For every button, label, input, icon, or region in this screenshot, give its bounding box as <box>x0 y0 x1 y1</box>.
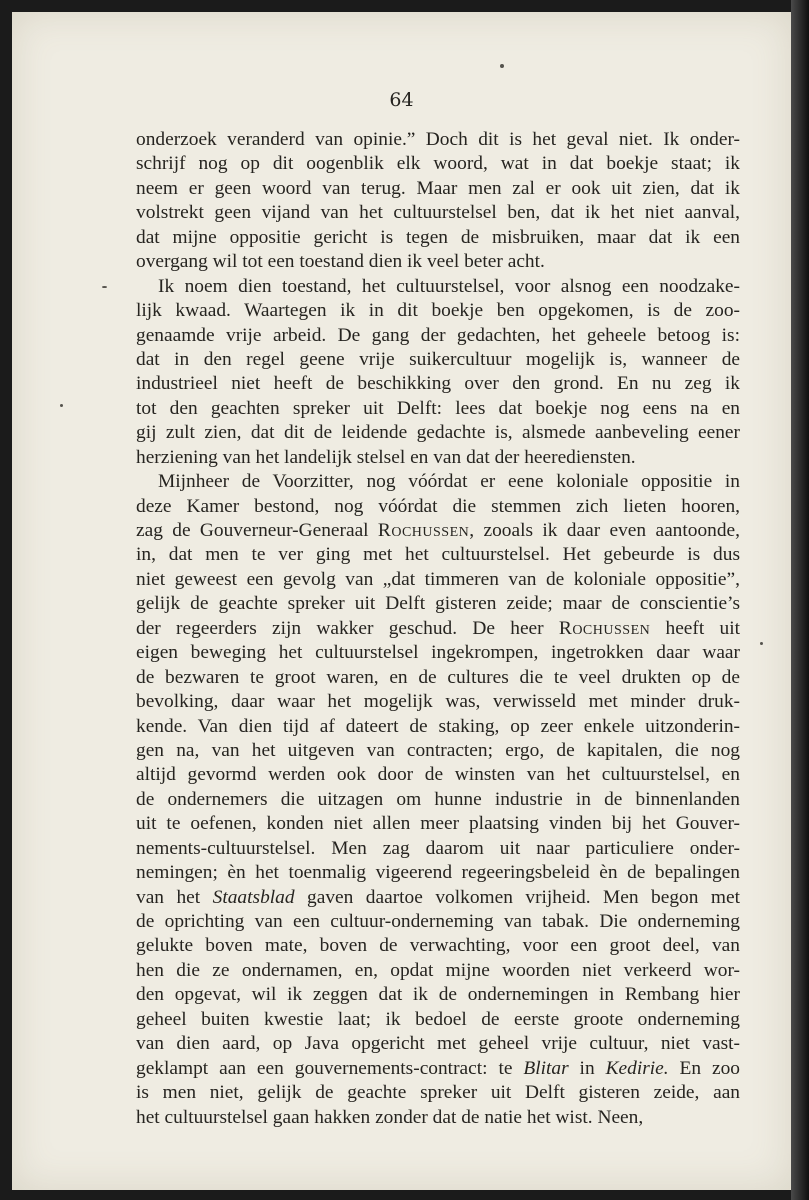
text-run: , zooals ik daar even aantoonde, <box>469 520 740 541</box>
text-run: tot den geachten spreker uit Delft: lees dat boekje nog eens na en <box>136 397 740 419</box>
text-run: de ondernemers die uitzagen om hunne industrie in de binnenlanden <box>136 788 740 810</box>
text-run: gen na, van het uitgeven van contracten; ergo, de kapitalen, die nog <box>136 739 740 761</box>
text-line <box>136 690 740 714</box>
text-run: bevolking, daar waar het mogelijk was, verwisseld met minder druk- <box>136 691 740 713</box>
text-line <box>136 421 740 445</box>
italic-term: Blitar <box>523 1057 569 1079</box>
text-run: neem er geen woord van terug. Maar men zal er ook uit zien, dat ik <box>136 177 740 199</box>
text-line <box>136 763 740 787</box>
text-line <box>136 397 740 421</box>
text-run: Mijnheer de Voorzitter, nog vóórdat er eene koloniale oppositie in <box>158 471 740 493</box>
text-line <box>136 788 740 812</box>
text-line <box>136 446 740 470</box>
text-run: genaamde vrije arbeid. De gang der gedachten, het geheele betoog is: <box>136 324 740 346</box>
text-line <box>136 226 740 250</box>
text-run: de bezwaren te groot waren, en de cultures die te veel drukten op de <box>136 666 740 688</box>
text-line <box>136 812 740 836</box>
italic-term: Kedirie. <box>605 1057 669 1079</box>
text-line <box>136 1081 740 1105</box>
text-run: volstrekt geen vijand van het cultuurstelsel ben, dat ik het niet aanval, <box>136 202 740 224</box>
text-run: onderzoek veranderd van opinie.” Doch dit is het geval niet. Ik onder- <box>136 129 740 150</box>
text-line <box>136 861 740 885</box>
text-line <box>136 250 740 274</box>
text-line <box>136 641 740 665</box>
text-run: nemingen; èn het toenmalig vigeerend regeeringsbeleid èn de bepalingen <box>136 862 740 884</box>
text-run: gaven daartoe volkomen vrijheid. Men begon met <box>294 886 740 908</box>
text-run: uit te oefenen, konden niet allen meer plaatsing vinden bij het Gouver- <box>136 813 740 835</box>
text-run: schrijf nog op dit oogenblik elk woord, wat in dat boekje staat; ik <box>136 153 740 175</box>
text-run: En zoo <box>668 1057 740 1079</box>
text-run: de oprichting van een cultuur-onderneming van tabak. Die onderneming <box>136 911 740 932</box>
text-line <box>136 128 740 152</box>
text-run: herziening van het landelijk stelsel en van dat der heerediensten. <box>136 446 636 468</box>
text-line <box>136 348 740 372</box>
page-number: 64 <box>389 89 414 111</box>
text-line <box>136 983 740 1007</box>
text-run: gelijk de geachte spreker uit Delft gisteren zeide; maar de conscientie’s <box>136 593 740 615</box>
name-smallcaps: Rochussen <box>558 617 651 639</box>
text-run: hen die ze ondernamen, en, opdat mijne woorden niet verkeerd wor- <box>136 959 740 981</box>
text-line <box>136 715 740 739</box>
text-line <box>136 739 740 763</box>
text-run: den opgevat, wil ik zeggen dat ik de ondernemingen in Rembang hier <box>136 984 740 1006</box>
text-line <box>136 519 740 543</box>
body-text <box>136 128 740 1130</box>
text-run: niet geweest een gevolg van „dat timmeren van de koloniale oppositie”, <box>136 568 740 590</box>
text-run: geklampt aan een gouvernements-contract: te <box>136 1057 524 1079</box>
text-run: in, dat men te ver ging met het cultuurstelsel. Het gebeurde is dus <box>136 544 740 566</box>
paragraph <box>136 128 740 275</box>
text-line <box>136 1106 740 1130</box>
book-spine-shadow <box>791 0 809 1200</box>
text-line <box>136 495 740 519</box>
text-line <box>136 910 740 934</box>
text-line <box>136 372 740 396</box>
text-run: heeft uit <box>650 617 740 639</box>
text-line <box>136 592 740 616</box>
text-run: altijd gevormd werden ook door de winsten van het cultuurstelsel, en <box>136 764 740 786</box>
text-line <box>136 324 740 348</box>
text-run: dat in den regel geene vrije suikercultuur mogelijk is, wanneer de <box>136 348 740 370</box>
text-line <box>136 299 740 323</box>
paragraph <box>136 275 740 471</box>
book-page <box>12 12 791 1190</box>
name-smallcaps: Rochussen <box>377 520 470 541</box>
text-run: deze Kamer bestond, nog vóórdat die stemmen zich lieten hooren, <box>136 495 740 517</box>
text-line <box>136 959 740 983</box>
text-run: industrieel niet heeft de beschikking over den grond. En nu zeg ik <box>136 373 740 395</box>
paper-speck <box>760 642 763 645</box>
paper-speck <box>60 404 63 407</box>
text-line <box>136 934 740 958</box>
paper-speck <box>500 64 504 68</box>
text-run: overgang wil tot een toestand dien ik veel beter acht. <box>136 251 545 273</box>
text-run: der regeerders zijn wakker geschud. De heer <box>136 617 559 639</box>
text-run: Ik noem dien toestand, het cultuurstelsel, voor alsnog een noodzake- <box>158 275 740 297</box>
text-line <box>136 837 740 861</box>
text-line <box>136 666 740 690</box>
text-line <box>136 1057 740 1081</box>
text-line <box>136 1008 740 1032</box>
text-line <box>136 177 740 201</box>
text-run: in <box>568 1057 606 1079</box>
text-run: gij zult zien, dat dit de leidende gedachte is, alsmede aanbeveling eener <box>136 422 740 444</box>
text-run: zag de Gouverneur-Generaal <box>136 520 378 541</box>
text-run: dat mijne oppositie gericht is tegen de misbruiken, maar dat ik een <box>136 226 740 248</box>
text-run: het cultuurstelsel gaan hakken zonder dat de natie het wist. Neen, <box>136 1106 644 1128</box>
text-run: eigen beweging het cultuurstelsel ingekrompen, ingetrokken daar waar <box>136 642 740 664</box>
text-line <box>136 201 740 225</box>
paragraph <box>136 470 740 1130</box>
text-run: nements-cultuurstelsel. Men zag daarom uit naar particuliere onder- <box>136 837 740 859</box>
text-run: is men niet, gelijk de geachte spreker uit Delft gisteren zeide, aan <box>136 1082 740 1104</box>
text-line <box>136 886 740 910</box>
text-line <box>136 275 740 299</box>
text-line <box>136 568 740 592</box>
text-run: van dien aard, op Java opgericht met geheel vrije cultuur, niet vast- <box>136 1033 740 1055</box>
text-line <box>136 152 740 176</box>
text-line <box>136 543 740 567</box>
text-line <box>136 1032 740 1056</box>
italic-term: Staatsblad <box>212 886 295 908</box>
text-run: van het <box>136 886 213 908</box>
paper-speck <box>102 286 107 288</box>
text-run: geheel buiten kwestie laat; ik bedoel de eerste groote onderneming <box>136 1008 740 1030</box>
text-run: lijk kwaad. Waartegen ik in dit boekje ben opgekomen, is de zoo- <box>136 300 740 322</box>
text-run: kende. Van dien tijd af dateert de staking, op zeer enkele uitzonderin- <box>136 715 740 737</box>
text-line <box>136 617 740 641</box>
text-run: gelukte boven mate, boven de verwachting, voor een groot deel, van <box>136 935 740 957</box>
text-line <box>136 470 740 494</box>
